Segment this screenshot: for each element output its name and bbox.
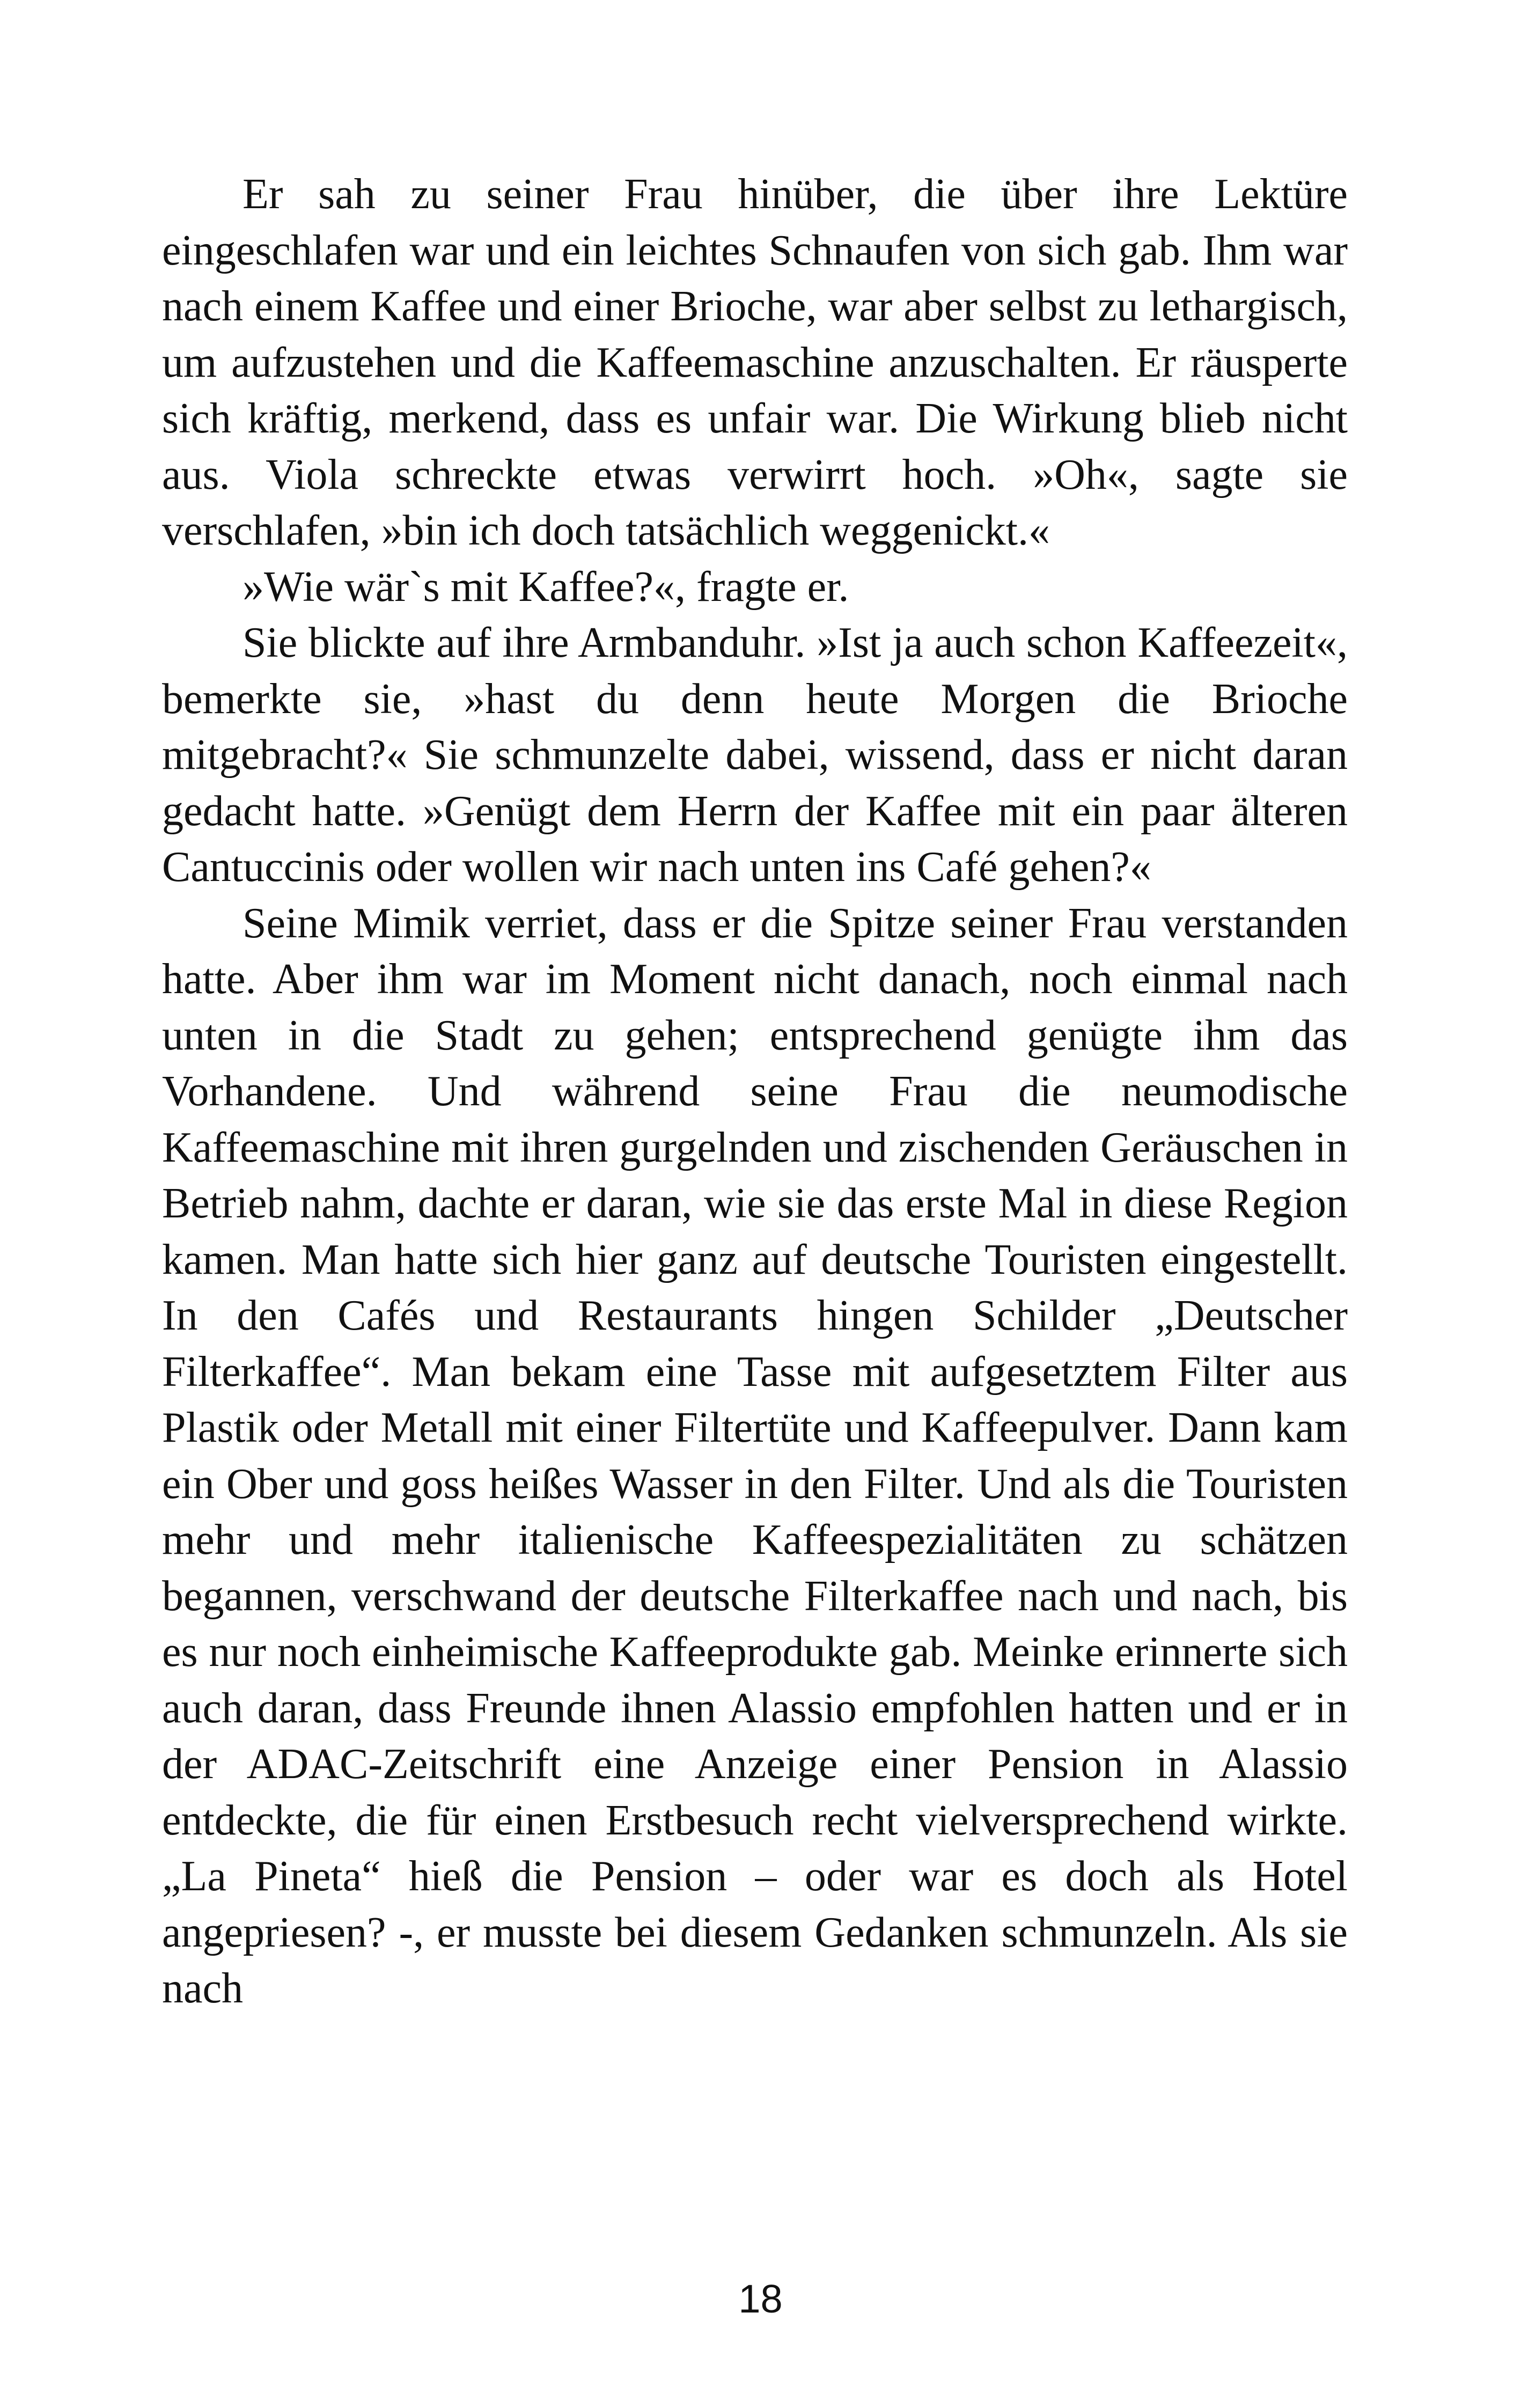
paragraph-3: Sie blickte auf ihre Armbanduhr. »Ist ja auch schon Kaffeezeit«, bemerkte sie, »hast du denn heute Morgen die Brioche mitgebracht?« Sie schmunzelte dabei, wissend, dass er nicht daran gedacht hatte. »Genügt dem Herrn der Kaffee mit ein paar älteren Cantuccinis oder wollen wir nach unten ins Café gehen?«: [162, 619, 1348, 891]
paragraph-2: »Wie wär`s mit Kaffee?«, fragte er.: [243, 563, 849, 611]
body-text: [162, 166, 1348, 2017]
paragraph-1: Er sah zu seiner Frau hinüber, die über ihre Lektüre eingeschlafen war und ein leichtes Schnaufen von sich gab. Ihm war nach einem Kaffee und einer Brioche, war aber selbst zu lethargisch, um aufzustehen und die Kaffeemaschine anzuschalten. Er räusperte sich kräftig, merkend, dass es unfair war. Die Wirkung blieb nicht aus. Viola schreckte etwas verwirrt hoch. »Oh«, sagte sie verschlafen, »bin ich doch tatsächlich weggenickt.«: [162, 171, 1348, 554]
paragraph-4: Seine Mimik verriet, dass er die Spitze seiner Frau verstanden hatte. Aber ihm war im Moment nicht danach, noch einmal nach unten in die Stadt zu gehen; entsprechend genügte ihm das Vorhandene. Und während seine Frau die neumodische Kaffeemaschine mit ihren gurgelnden und zischenden Geräuschen in Betrieb nahm, dachte er daran, wie sie das erste Mal in diese Region kamen. Man hatte sich hier ganz auf deutsche Touristen eingestellt. In den Cafés und Restaurants hingen Schilder „Deutscher Filterkaffee“. Man bekam eine Tasse mit aufgesetztem Filter aus Plastik oder Metall mit einer Filtertüte und Kaffeepulver. Dann kam ein Ober und goss heißes Wasser in den Filter. Und als die Touristen mehr und mehr italienische Kaffeespezialitäten zu schätzen begannen, verschwand der deutsche Filterkaffee nach und nach, bis es nur noch einheimische Kaffeeprodukte gab. Meinke erinnerte sich auch daran, dass Freunde ihnen Alassio empfohlen hatten und er in der ADAC-Zeitschrift eine Anzeige einer Pension in Alassio entdeckte, die für einen Erstbesuch recht vielversprechend wirkte. „La Pineta“ hieß die Pension – oder war es doch als Hotel angepriesen? -, er musste bei diesem Gedanken schmunzeln. Als sie nach: [162, 899, 1348, 2012]
page-number: 18: [738, 2277, 783, 2321]
